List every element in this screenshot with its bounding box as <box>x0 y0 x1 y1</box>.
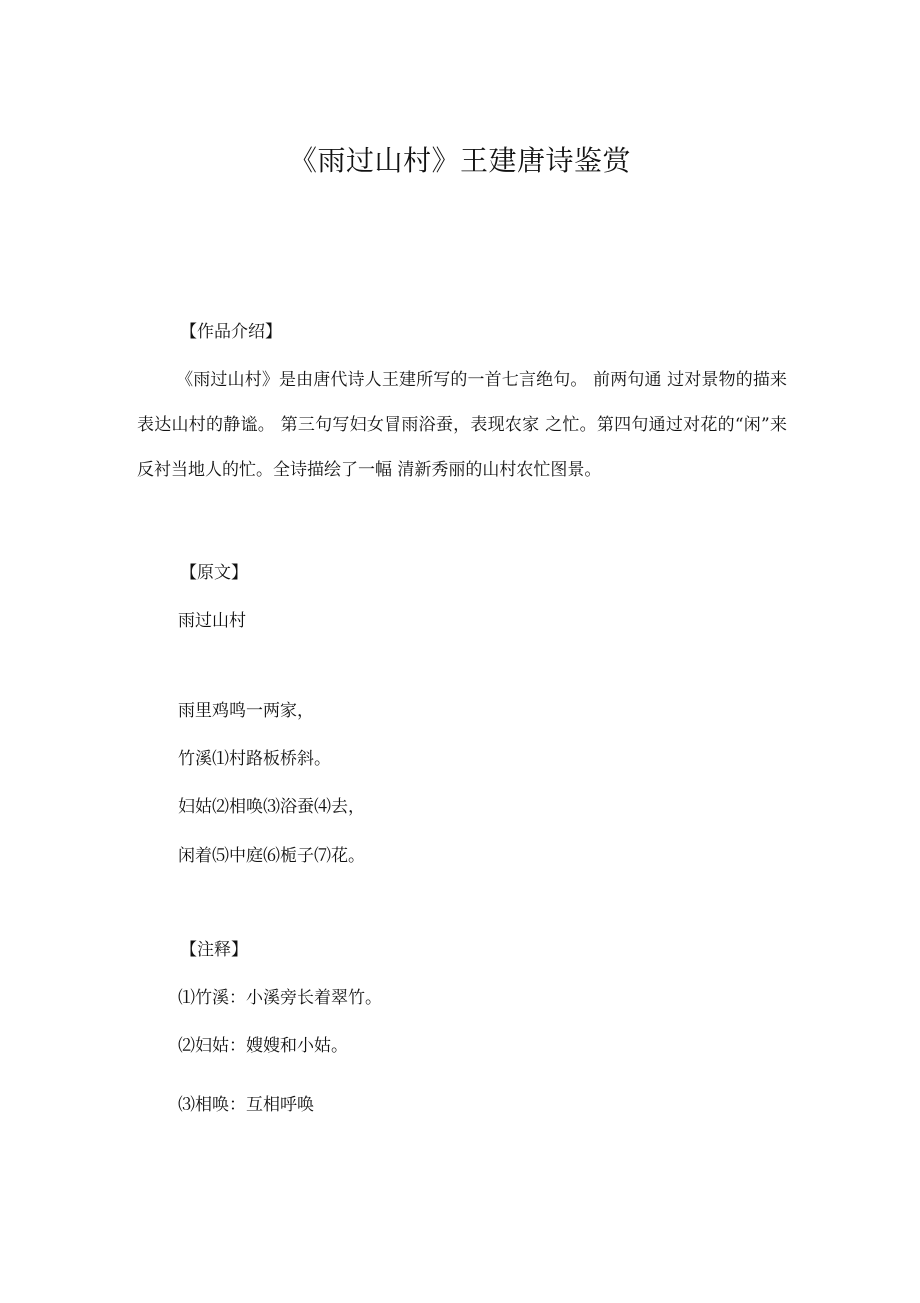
poem-line: 妇姑⑵相唤⑶浴蚕⑷去， <box>178 797 365 817</box>
poem-line: 竹溪⑴村路板桥斜。 <box>178 749 331 769</box>
note-item: ⑵妇姑：嫂嫂和小姑。 <box>178 1036 348 1056</box>
note-item: ⑶相唤：互相呼唤 <box>178 1095 314 1115</box>
original-heading: 【原文】 <box>180 563 248 583</box>
notes-heading: 【注释】 <box>180 940 248 960</box>
poem-title: 雨过山村 <box>178 611 246 631</box>
note-item: ⑴竹溪：小溪旁长着翠竹。 <box>178 988 382 1008</box>
intro-paragraph <box>137 358 787 493</box>
intro-heading: 【作品介绍】 <box>180 322 282 342</box>
document-title: 《雨过山村》王建唐诗鉴赏 <box>288 144 631 177</box>
poem-line: 闲着⑸中庭⑹栀子⑺花。 <box>178 846 365 866</box>
poem-line: 雨里鸡鸣一两家， <box>178 701 314 721</box>
intro-text: 《雨过山村》是由唐代诗人王建所写的一首七言绝句。 前两句通 过对景物的描来表达山村的静谧。 第三句写妇女冒雨浴蚕，表现农家 之忙。第四句通过对花的“闲”来反衬当地人的忙。全诗描绘了一幅 清新秀丽的山村农忙图景。 <box>137 370 787 480</box>
